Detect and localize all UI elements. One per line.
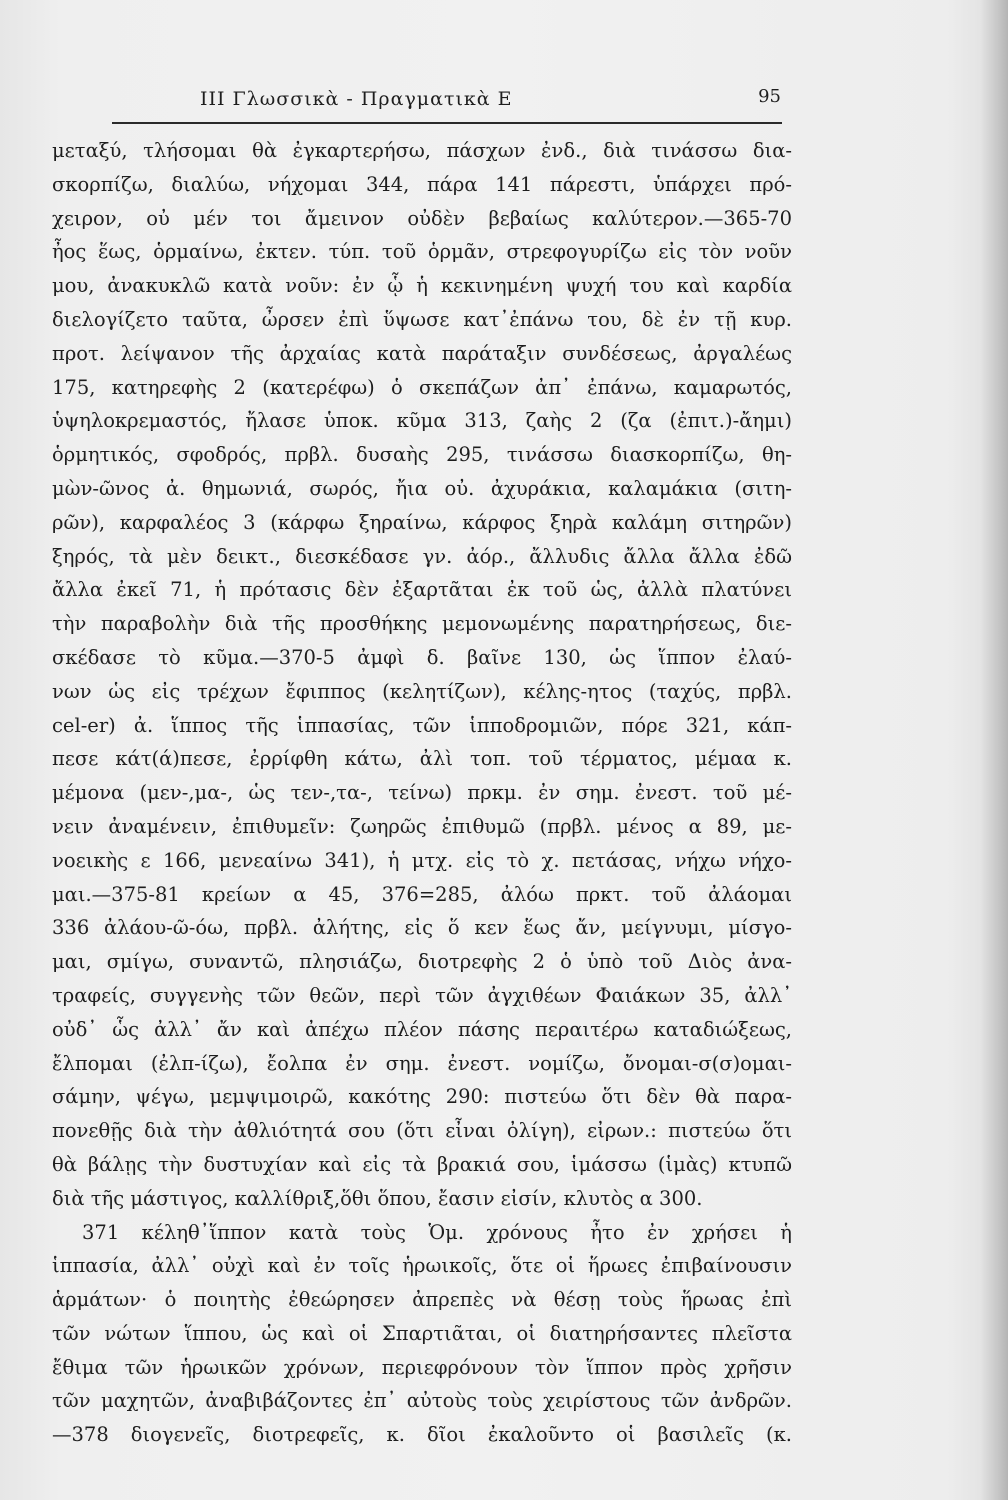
text-line: ὑψηλοκρεμαστός, ἤλασε ὑποκ. κῦμα 313, ζαὴς 2 (ζα (ἐπιτ.)-ἄημι) [52,409,792,433]
text-line: διὰ τῆς μάστιγος, καλλίθριξ,ὅθι ὅπου, ἔασιν εἰσίν, κλυτὸς α 300. [52,1186,703,1210]
text-line: πονεθῇς διὰ τὴν ἀθλιότητά σου (ὅτι εἶναι ὀλίγη), εἰρων.: πιστεύω ὅτι [52,1119,792,1143]
header-rule [112,122,782,124]
text-line: ρῶν), καρφαλέος 3 (κάρφω ξηραίνω, κάρφος ξηρὰ καλάμη σιτηρῶν) [52,510,792,534]
text-line: οὐδ᾽ ὧς ἀλλ᾽ ἄν καὶ ἀπέχω πλέον πάσης περαιτέρω καταδιώξεως, [52,1017,792,1041]
text-line: σκορπίζω, διαλύω, νήχομαι 344, πάρα 141 πάρεστι, ὑπάρχει πρό- [52,172,792,196]
text-line: ἦος ἕως, ὁρμαίνω, ἐκτεν. τύπ. τοῦ ὁρμᾶν, στρεφογυρίζω εἰς τὸν νοῦν [52,240,792,264]
text-line: νοεικὴς ε 166, μενεαίνω 341), ἡ μτχ. εἰς τὸ χ. πετάσας, νήχω νήχο- [52,848,792,872]
text-line: νων ὡς εἰς τρέχων ἔφιππος (κελητίζων), κέλης-ητος (ταχύς, πρβλ. [52,679,792,703]
text-line: διελογίζετο ταῦτα, ὦρσεν ἐπὶ ὕψωσε κατ᾽ἐπάνω του, δὲ ἐν τῇ κυρ. [52,307,792,331]
text-line: ἄλλα ἐκεῖ 71, ἡ πρότασις δὲν ἐξαρτᾶται ἐκ τοῦ ὡς, ἀλλὰ πλατύνει [52,578,792,602]
paragraph-first-line: 371 κέληθ᾽ἵππον κατὰ τοὺς Ὁμ. χρόνους ἦτο ἐν χρήσει ἡ [82,1220,792,1244]
page-number: 95 [758,86,781,107]
text-line: 175, κατηρεφὴς 2 (κατερέφω) ὁ σκεπάζων ἀπ᾽ ἐπάνω, καμαρωτός, [52,375,792,399]
text-line: νειν ἀναμένειν, ἐπιθυμεῖν: ζωηρῶς ἐπιθυμῶ (πρβλ. μένος α 89, με- [52,814,792,838]
text-line: ἁρμάτων· ὁ ποιητὴς ἐθεώρησεν ἀπρεπὲς νὰ θέσῃ τοὺς ἥρωας ἐπὶ [52,1288,792,1312]
page-header [120,84,785,116]
text-line: cel-er) ἀ. ἵππος τῆς ἱππασίας, τῶν ἱπποδρομιῶν, πόρε 321, κάπ- [52,713,792,737]
text-line: μὼν-ῶνος ἀ. θημωνιά, σωρός, ἤια οὐ. ἀχυράκια, καλαμάκια (σιτη- [52,476,792,500]
text-line: σκέδασε τὸ κῦμα.—370-5 ἀμφὶ δ. βαῖνε 130, ὡς ἵππον ἐλαύ- [52,645,792,669]
text-line: ἱππασία, ἀλλ᾽ οὐχὶ καὶ ἐν τοῖς ἡρωικοῖς, ὅτε οἱ ἥρωες ἐπιβαίνουσιν [52,1254,792,1278]
text-line: πεσε κάτ(ά)πεσε, ἐρρίφθη κάτω, ἀλὶ τοπ. τοῦ τέρματος, μέμαα κ. [52,747,792,771]
text-line: ὁρμητικός, σφοδρός, πρβλ. δυσαὴς 295, τινάσσω διασκορπίζω, θη- [52,443,792,467]
text-line: τῶν νώτων ἵππου, ὡς καὶ οἱ Σπαρτιᾶται, οἱ διατηρήσαντες πλεῖστα [52,1321,792,1345]
text-line: χειρον, οὐ μέν τοι ἄμεινον οὐδὲν βεβαίως καλύτερον.—365-70 [52,206,792,230]
text-line: μαι.—375-81 κρείων α 45, 376=285, ἀλόω πρκτ. τοῦ ἀλάομαι [52,882,792,906]
text-line: θὰ βάλῃς τὴν δυστυχίαν καὶ εἰς τὰ βρακιά σου, ἱμάσσω (ἱμὰς) κτυπῶ [52,1152,792,1176]
text-line: ξηρός, τὰ μὲν δεικτ., διεσκέδασε γν. ἀόρ., ἄλλυδις ἄλλα ἄλλα ἐδῶ [52,544,792,568]
page-edge-shadow [980,0,1008,1500]
text-line: ἔθιμα τῶν ἡρωικῶν χρόνων, περιεφρόνουν τὸν ἵππον πρὸς χρῆσιν [52,1355,792,1379]
text-line: τραφείς, συγγενὴς τῶν θεῶν, περὶ τῶν ἀγχιθέων Φαιάκων 35, ἀλλ᾽ [52,983,792,1007]
text-line: μου, ἀνακυκλῶ κατὰ νοῦν: ἐν ᾧ ἡ κεκινημένη ψυχή του καὶ καρδία [52,274,792,298]
commentary-text [52,134,792,1452]
text-line: τὴν παραβολὴν διὰ τῆς προσθήκης μεμονωμένης παρατηρήσεως, διε- [52,612,792,636]
text-line: μέμονα (μεν-,μα-, ὡς τεν-,τα-, τείνω) πρκμ. ἐν σημ. ἐνεστ. τοῦ μέ- [52,781,792,805]
text-line: ἔλπομαι (ἐλπ-ίζω), ἔολπα ἐν σημ. ἐνεστ. νομίζω, ὄνομαι-σ(σ)ομαι- [52,1051,792,1075]
text-line: σάμην, ψέγω, μεμψιμοιρῶ, κακότης 290: πιστεύω ὅτι δὲν θὰ παρα- [52,1085,792,1109]
text-line: προτ. λείψανον τῆς ἀρχαίας κατὰ παράταξιν συνδέσεως, ἀργαλέως [52,341,792,365]
text-line: τῶν μαχητῶν, ἀναβιβάζοντες ἐπ᾽ αὐτοὺς τοὺς χειρίστους τῶν ἀνδρῶν. [52,1389,792,1413]
text-line: μεταξύ, τλήσομαι θὰ ἐγκαρτερήσω, πάσχων ἐνδ., διὰ τινάσσω δια- [52,139,792,162]
text-line: 336 ἀλάου-ῶ-όω, πρβλ. ἀλήτης, εἰς ὅ κεν ἕως ἄν, μείγνυμι, μίσγο- [52,916,792,940]
text-line: —378 διογενεῖς, διοτρεφεῖς, κ. δῖοι ἐκαλοῦντο οἱ βασιλεῖς (κ. [52,1423,792,1447]
running-title: III Γλωσσικὰ - Πραγματικὰ Ε [200,88,513,110]
text-line: μαι, σμίγω, συναντῶ, πλησιάζω, διοτρεφὴς 2 ὁ ὑπὸ τοῦ Διὸς ἀνα- [52,950,792,974]
